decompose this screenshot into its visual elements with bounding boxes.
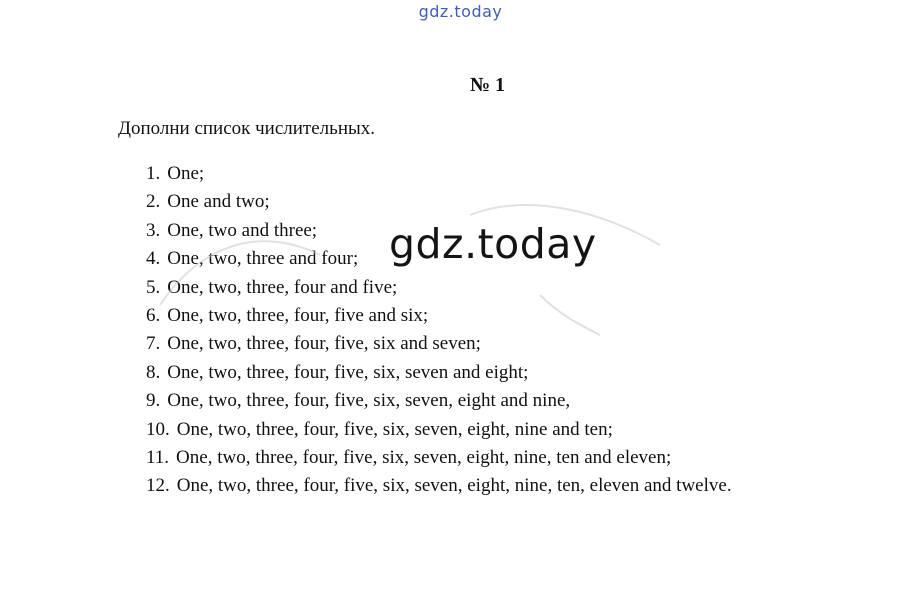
item-number: 1.: [146, 163, 161, 184]
item-number: 10.: [146, 418, 170, 440]
item-number: 12.: [146, 475, 170, 497]
item-text: One;: [167, 163, 205, 184]
answer-list: [146, 160, 732, 501]
list-item: [146, 444, 732, 472]
item-text: One, two, three, four, five, six, seven, eight, nine, ten, eleven and twelve.: [176, 475, 732, 497]
watermark-logo-top: gdz.today: [418, 2, 503, 21]
item-text: One and two;: [167, 191, 270, 213]
item-text: One, two, three, four, five, six, seven and eight;: [167, 361, 529, 383]
list-item: [146, 472, 732, 500]
item-text: One, two and three;: [167, 219, 318, 241]
item-text: One, two, three and four;: [167, 248, 359, 270]
task-instruction: Дополни список числительных.: [118, 118, 376, 139]
item-number: 5.: [146, 276, 161, 298]
item-number: 2.: [146, 191, 161, 213]
item-number: 3.: [146, 219, 161, 241]
list-item: [146, 302, 732, 330]
list-item: [146, 274, 732, 302]
item-text: One, two, three, four, five, six and seven;: [167, 333, 481, 355]
watermark-logo-center: gdz.today: [389, 220, 597, 268]
list-item: [146, 188, 732, 216]
item-text: One, two, three, four and five;: [167, 276, 398, 298]
item-text: One, two, three, four, five, six, seven, eight, nine and ten;: [176, 418, 613, 440]
item-number: 11.: [146, 446, 170, 468]
item-number: 4.: [146, 248, 161, 270]
list-item: [146, 330, 732, 358]
list-item: [146, 416, 732, 444]
item-number: 6.: [146, 304, 161, 326]
list-item: [146, 160, 732, 188]
item-number: 9.: [146, 390, 161, 412]
item-text: One, two, three, four, five, six, seven, eight and nine,: [167, 390, 571, 412]
item-number: 8.: [146, 361, 161, 383]
item-text: One, two, three, four, five and six;: [167, 304, 429, 326]
list-item: [146, 387, 732, 415]
item-number: 7.: [146, 333, 161, 355]
list-item: [146, 359, 732, 387]
item-text: One, two, three, four, five, six, seven, eight, nine, ten and eleven;: [176, 446, 672, 468]
exercise-number: № 1: [469, 74, 506, 96]
